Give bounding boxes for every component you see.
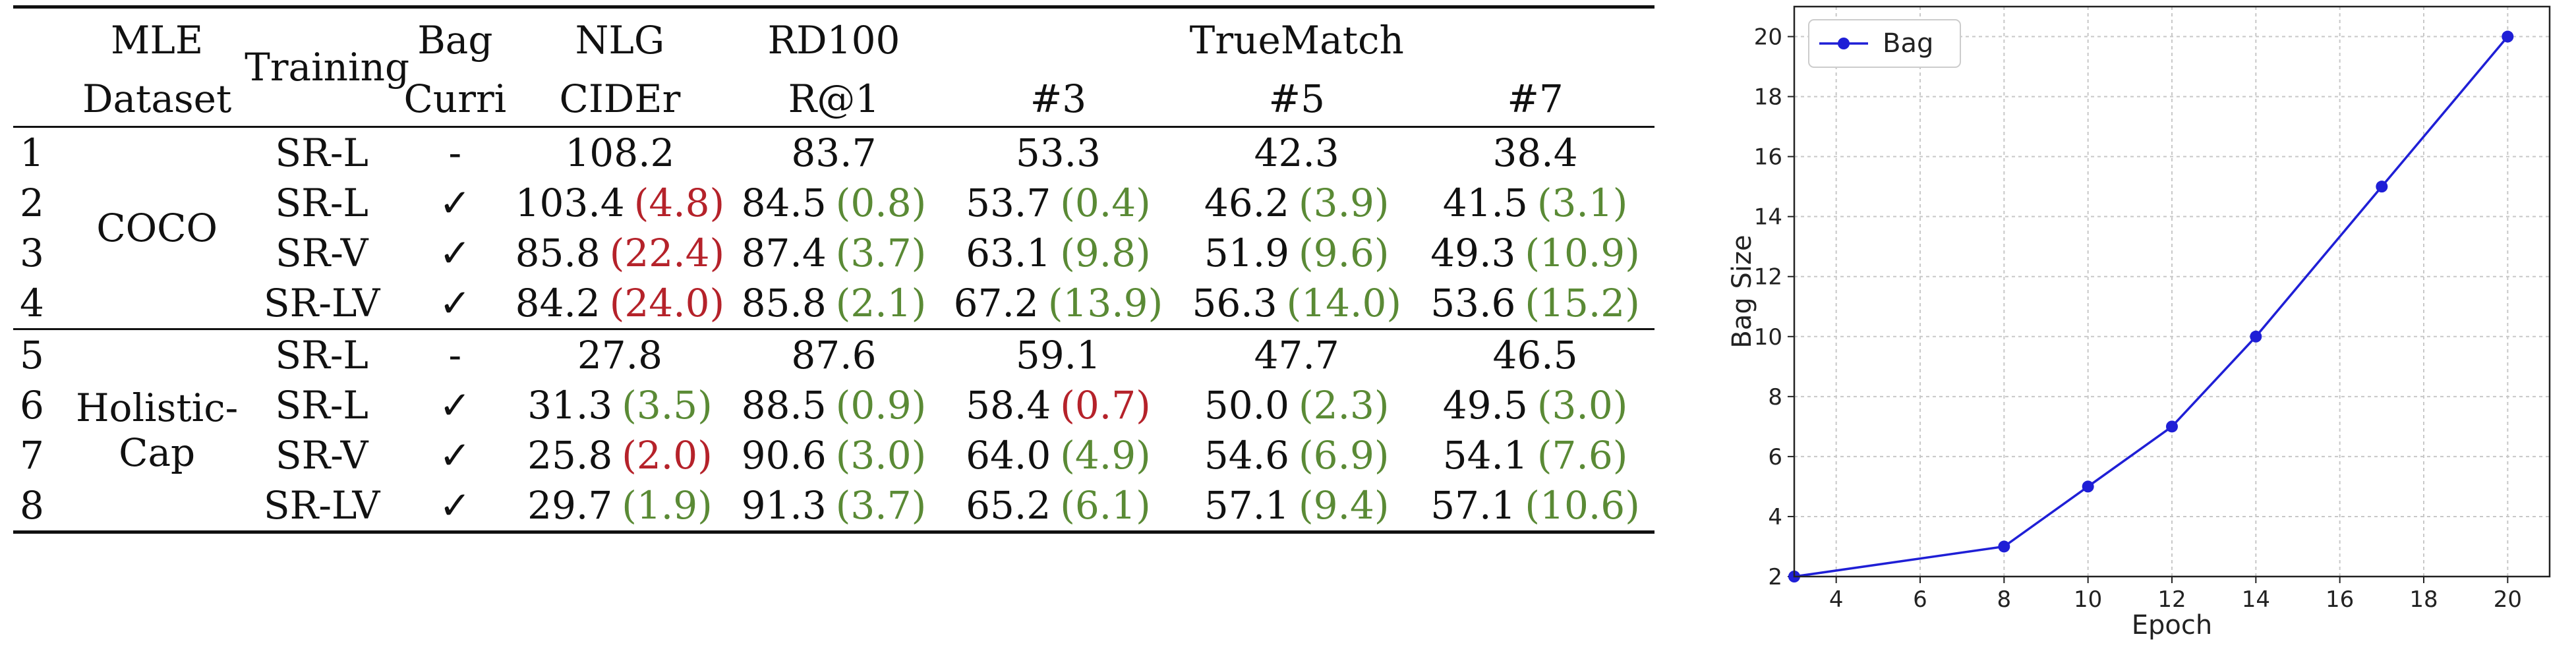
header-tm-3: #3 bbox=[1030, 76, 1087, 121]
metric-value: 64.0 bbox=[966, 433, 1051, 478]
metric-delta: (2.1) bbox=[835, 281, 927, 326]
y-tick-label: 8 bbox=[1768, 383, 1782, 410]
metric-cell-r1 bbox=[728, 278, 939, 329]
metric-cell-cider bbox=[511, 127, 728, 179]
header-nlg: NLG bbox=[575, 18, 665, 63]
metric-cell-cider bbox=[511, 380, 728, 430]
x-tick-label: 16 bbox=[2326, 586, 2355, 613]
header-r-at-1: R@1 bbox=[788, 76, 880, 121]
data-point bbox=[2502, 31, 2513, 43]
metric-cell-tm7 bbox=[1416, 178, 1654, 228]
bag-curri-cell: - bbox=[448, 333, 462, 378]
metric-value: 59.1 bbox=[1015, 333, 1101, 378]
metric-cell-tm3 bbox=[939, 127, 1178, 179]
metric-cell-tm7 bbox=[1416, 127, 1654, 179]
header-bag-curri-1: Bag bbox=[417, 18, 493, 63]
chart-canvas bbox=[1720, 0, 2576, 648]
metric-cell-tm5 bbox=[1177, 178, 1416, 228]
metric-cell-r1 bbox=[728, 329, 939, 381]
bag-curri-cell: ✓ bbox=[439, 483, 471, 528]
header-cider: CIDEr bbox=[559, 76, 681, 121]
legend-label: Bag bbox=[1883, 28, 1934, 59]
metric-value: 83.7 bbox=[791, 130, 877, 175]
metric-value: 53.6 bbox=[1430, 281, 1516, 326]
metric-value: 87.4 bbox=[741, 231, 827, 275]
metric-delta: (3.7) bbox=[835, 483, 927, 528]
metric-value: 53.3 bbox=[1015, 130, 1101, 175]
metric-delta: (1.9) bbox=[622, 483, 713, 528]
metric-value: 46.5 bbox=[1492, 333, 1578, 378]
row-index: 2 bbox=[20, 181, 44, 225]
data-point bbox=[2250, 331, 2262, 343]
dataset-label bbox=[69, 329, 245, 532]
metric-delta: (0.7) bbox=[1060, 383, 1151, 428]
metric-cell-tm3 bbox=[939, 228, 1178, 278]
header-training: Training bbox=[245, 45, 410, 90]
metric-delta: (2.3) bbox=[1299, 383, 1390, 428]
metric-value: 88.5 bbox=[741, 383, 827, 428]
metric-value: 25.8 bbox=[527, 433, 613, 478]
metric-cell-tm5 bbox=[1177, 278, 1416, 329]
metric-value: 85.8 bbox=[515, 231, 600, 275]
header-tm-7: #7 bbox=[1507, 76, 1564, 121]
y-tick-label: 10 bbox=[1753, 324, 1782, 351]
row-index: 1 bbox=[20, 130, 44, 175]
metric-cell-cider bbox=[511, 430, 728, 480]
metric-cell-tm3 bbox=[939, 278, 1178, 329]
metric-value: 38.4 bbox=[1492, 130, 1578, 175]
bag-curri-cell: ✓ bbox=[439, 281, 471, 326]
table-row bbox=[13, 430, 1654, 480]
metric-value: 27.8 bbox=[577, 333, 662, 378]
metric-cell-cider bbox=[511, 480, 728, 532]
metric-cell-r1 bbox=[728, 380, 939, 430]
bag-curri-cell: - bbox=[448, 130, 462, 175]
metric-value: 47.7 bbox=[1254, 333, 1339, 378]
metric-cell-tm7 bbox=[1416, 480, 1654, 532]
series-line-bag bbox=[1794, 37, 2507, 577]
metric-value: 67.2 bbox=[953, 281, 1039, 326]
metric-value: 56.3 bbox=[1192, 281, 1277, 326]
x-tick-label: 4 bbox=[1829, 586, 1844, 613]
metric-delta: (10.6) bbox=[1525, 483, 1640, 528]
metric-cell-tm5 bbox=[1177, 228, 1416, 278]
legend-marker bbox=[1838, 38, 1850, 49]
header-bag-curri-2: Curri bbox=[403, 76, 507, 121]
metric-cell-cider bbox=[511, 178, 728, 228]
training-cell: SR-LV bbox=[263, 281, 380, 326]
metric-delta: (3.0) bbox=[1537, 383, 1628, 428]
metric-cell-tm5 bbox=[1177, 480, 1416, 532]
x-tick-label: 20 bbox=[2493, 586, 2522, 613]
bag-curri-cell: ✓ bbox=[439, 433, 471, 478]
data-point bbox=[2166, 420, 2178, 432]
metric-value: 87.6 bbox=[791, 333, 877, 378]
training-cell: SR-L bbox=[275, 333, 368, 378]
metric-cell-tm3 bbox=[939, 430, 1178, 480]
metric-value: 53.7 bbox=[966, 181, 1051, 225]
metric-value: 84.5 bbox=[741, 181, 827, 225]
metric-delta: (3.9) bbox=[1299, 181, 1390, 225]
header-rd100: RD100 bbox=[767, 18, 900, 63]
metric-delta: (6.1) bbox=[1060, 483, 1151, 528]
metric-value: 49.5 bbox=[1442, 383, 1528, 428]
header-index bbox=[13, 7, 69, 72]
row-index: 4 bbox=[20, 281, 44, 326]
metric-value: 31.3 bbox=[527, 383, 613, 428]
metric-cell-tm5 bbox=[1177, 329, 1416, 381]
metric-value: 54.6 bbox=[1204, 433, 1290, 478]
metric-delta: (22.4) bbox=[609, 231, 725, 275]
metric-value: 54.1 bbox=[1442, 433, 1528, 478]
table-row bbox=[13, 380, 1654, 430]
training-cell: SR-V bbox=[275, 433, 368, 478]
table-body bbox=[13, 127, 1654, 532]
metric-delta: (6.9) bbox=[1299, 433, 1390, 478]
y-tick-label: 6 bbox=[1768, 443, 1782, 470]
metric-value: 91.3 bbox=[741, 483, 827, 528]
header-tm-5: #5 bbox=[1268, 76, 1325, 121]
metric-cell-tm5 bbox=[1177, 380, 1416, 430]
row-index: 6 bbox=[20, 383, 44, 428]
y-tick-label: 4 bbox=[1768, 503, 1782, 530]
results-table bbox=[13, 5, 1654, 534]
metric-delta: (3.1) bbox=[1537, 181, 1628, 225]
table-row bbox=[13, 480, 1654, 532]
data-point bbox=[1998, 540, 2010, 552]
x-axis-label: Epoch bbox=[2131, 610, 2213, 640]
metric-cell-tm3 bbox=[939, 480, 1178, 532]
metric-value: 50.0 bbox=[1204, 383, 1290, 428]
training-cell: SR-L bbox=[275, 130, 368, 175]
y-tick-label: 14 bbox=[1753, 204, 1782, 231]
metric-cell-cider bbox=[511, 228, 728, 278]
dataset-label-line: COCO bbox=[96, 206, 218, 250]
y-tick-label: 12 bbox=[1753, 264, 1782, 291]
metric-cell-tm3 bbox=[939, 380, 1178, 430]
metric-value: 63.1 bbox=[966, 231, 1051, 275]
metric-cell-cider bbox=[511, 329, 728, 381]
y-axis-label: Bag Size bbox=[1727, 235, 1757, 349]
bag-size-chart bbox=[1720, 0, 2576, 648]
metric-delta: (0.4) bbox=[1060, 181, 1151, 225]
metric-delta: (2.0) bbox=[622, 433, 713, 478]
metric-delta: (15.2) bbox=[1525, 281, 1640, 326]
metric-cell-r1 bbox=[728, 178, 939, 228]
training-cell: SR-L bbox=[275, 383, 368, 428]
row-index: 7 bbox=[20, 433, 44, 478]
metric-cell-r1 bbox=[728, 127, 939, 179]
bag-curri-cell: ✓ bbox=[439, 231, 471, 275]
metric-value: 51.9 bbox=[1204, 231, 1290, 275]
y-tick-label: 16 bbox=[1753, 144, 1782, 171]
metric-delta: (0.8) bbox=[835, 181, 927, 225]
metric-value: 46.2 bbox=[1204, 181, 1290, 225]
table-row bbox=[13, 127, 1654, 179]
metric-delta: (9.4) bbox=[1299, 483, 1390, 528]
dataset-label-line: Holistic- bbox=[75, 385, 239, 430]
metric-cell-tm3 bbox=[939, 178, 1178, 228]
metric-cell-r1 bbox=[728, 430, 939, 480]
dataset-label bbox=[69, 127, 245, 329]
y-tick-label: 20 bbox=[1753, 24, 1782, 51]
x-tick-label: 14 bbox=[2241, 586, 2270, 613]
row-index: 8 bbox=[20, 483, 44, 528]
header-mle-dataset-1: MLE bbox=[111, 18, 204, 63]
metric-delta: (13.9) bbox=[1047, 281, 1163, 326]
x-tick-label: 10 bbox=[2074, 586, 2103, 613]
metric-delta: (4.9) bbox=[1060, 433, 1151, 478]
metric-value: 57.1 bbox=[1430, 483, 1516, 528]
table-row bbox=[13, 329, 1654, 381]
header-truematch: TrueMatch bbox=[1189, 18, 1404, 63]
metric-value: 108.2 bbox=[565, 130, 675, 175]
metric-value: 103.4 bbox=[515, 181, 625, 225]
metric-cell-tm7 bbox=[1416, 380, 1654, 430]
metric-value: 49.3 bbox=[1430, 231, 1516, 275]
metric-value: 41.5 bbox=[1442, 181, 1528, 225]
data-point bbox=[2082, 480, 2094, 492]
metric-cell-tm3 bbox=[939, 329, 1178, 381]
x-tick-label: 12 bbox=[2157, 586, 2186, 613]
metric-delta: (7.6) bbox=[1537, 433, 1628, 478]
metric-cell-r1 bbox=[728, 228, 939, 278]
y-tick-label: 18 bbox=[1753, 84, 1782, 111]
y-tick-label: 2 bbox=[1768, 564, 1782, 590]
metric-cell-tm5 bbox=[1177, 430, 1416, 480]
header-row-1 bbox=[13, 7, 1654, 72]
metric-value: 84.2 bbox=[515, 281, 600, 326]
training-cell: SR-LV bbox=[263, 483, 380, 528]
metric-cell-tm7 bbox=[1416, 430, 1654, 480]
metric-value: 42.3 bbox=[1254, 130, 1339, 175]
metric-cell-r1 bbox=[728, 480, 939, 532]
metric-value: 85.8 bbox=[741, 281, 827, 326]
metric-delta: (10.9) bbox=[1525, 231, 1640, 275]
metric-delta: (3.0) bbox=[835, 433, 927, 478]
row-index: 3 bbox=[20, 231, 44, 275]
metric-delta: (9.8) bbox=[1060, 231, 1151, 275]
metric-cell-tm7 bbox=[1416, 228, 1654, 278]
metric-cell-tm7 bbox=[1416, 278, 1654, 329]
metric-delta: (14.0) bbox=[1286, 281, 1401, 326]
table-row bbox=[13, 228, 1654, 278]
metric-delta: (3.5) bbox=[622, 383, 713, 428]
x-tick-label: 18 bbox=[2409, 586, 2438, 613]
training-cell: SR-L bbox=[275, 181, 368, 225]
metric-value: 65.2 bbox=[966, 483, 1051, 528]
data-point bbox=[2376, 181, 2387, 192]
metric-delta: (24.0) bbox=[609, 281, 725, 326]
x-tick-label: 6 bbox=[1913, 586, 1927, 613]
metric-value: 58.4 bbox=[966, 383, 1051, 428]
table-row bbox=[13, 278, 1654, 329]
header-mle-dataset-2: Dataset bbox=[82, 76, 232, 121]
metric-value: 57.1 bbox=[1204, 483, 1290, 528]
bag-curri-cell: ✓ bbox=[439, 181, 471, 225]
bag-curri-cell: ✓ bbox=[439, 383, 471, 428]
metric-cell-tm7 bbox=[1416, 329, 1654, 381]
table-row bbox=[13, 178, 1654, 228]
metric-value: 29.7 bbox=[527, 483, 613, 528]
metric-delta: (0.9) bbox=[835, 383, 927, 428]
metric-value: 90.6 bbox=[741, 433, 827, 478]
x-tick-label: 8 bbox=[1997, 586, 2012, 613]
results-table-panel bbox=[13, 5, 1654, 585]
metric-delta: (3.7) bbox=[835, 231, 927, 275]
row-index: 5 bbox=[20, 333, 44, 378]
metric-delta: (4.8) bbox=[633, 181, 725, 225]
metric-cell-tm5 bbox=[1177, 127, 1416, 179]
dataset-label-line: Cap bbox=[119, 430, 196, 475]
metric-delta: (9.6) bbox=[1299, 231, 1390, 275]
metric-cell-cider bbox=[511, 278, 728, 329]
training-cell: SR-V bbox=[275, 231, 368, 275]
